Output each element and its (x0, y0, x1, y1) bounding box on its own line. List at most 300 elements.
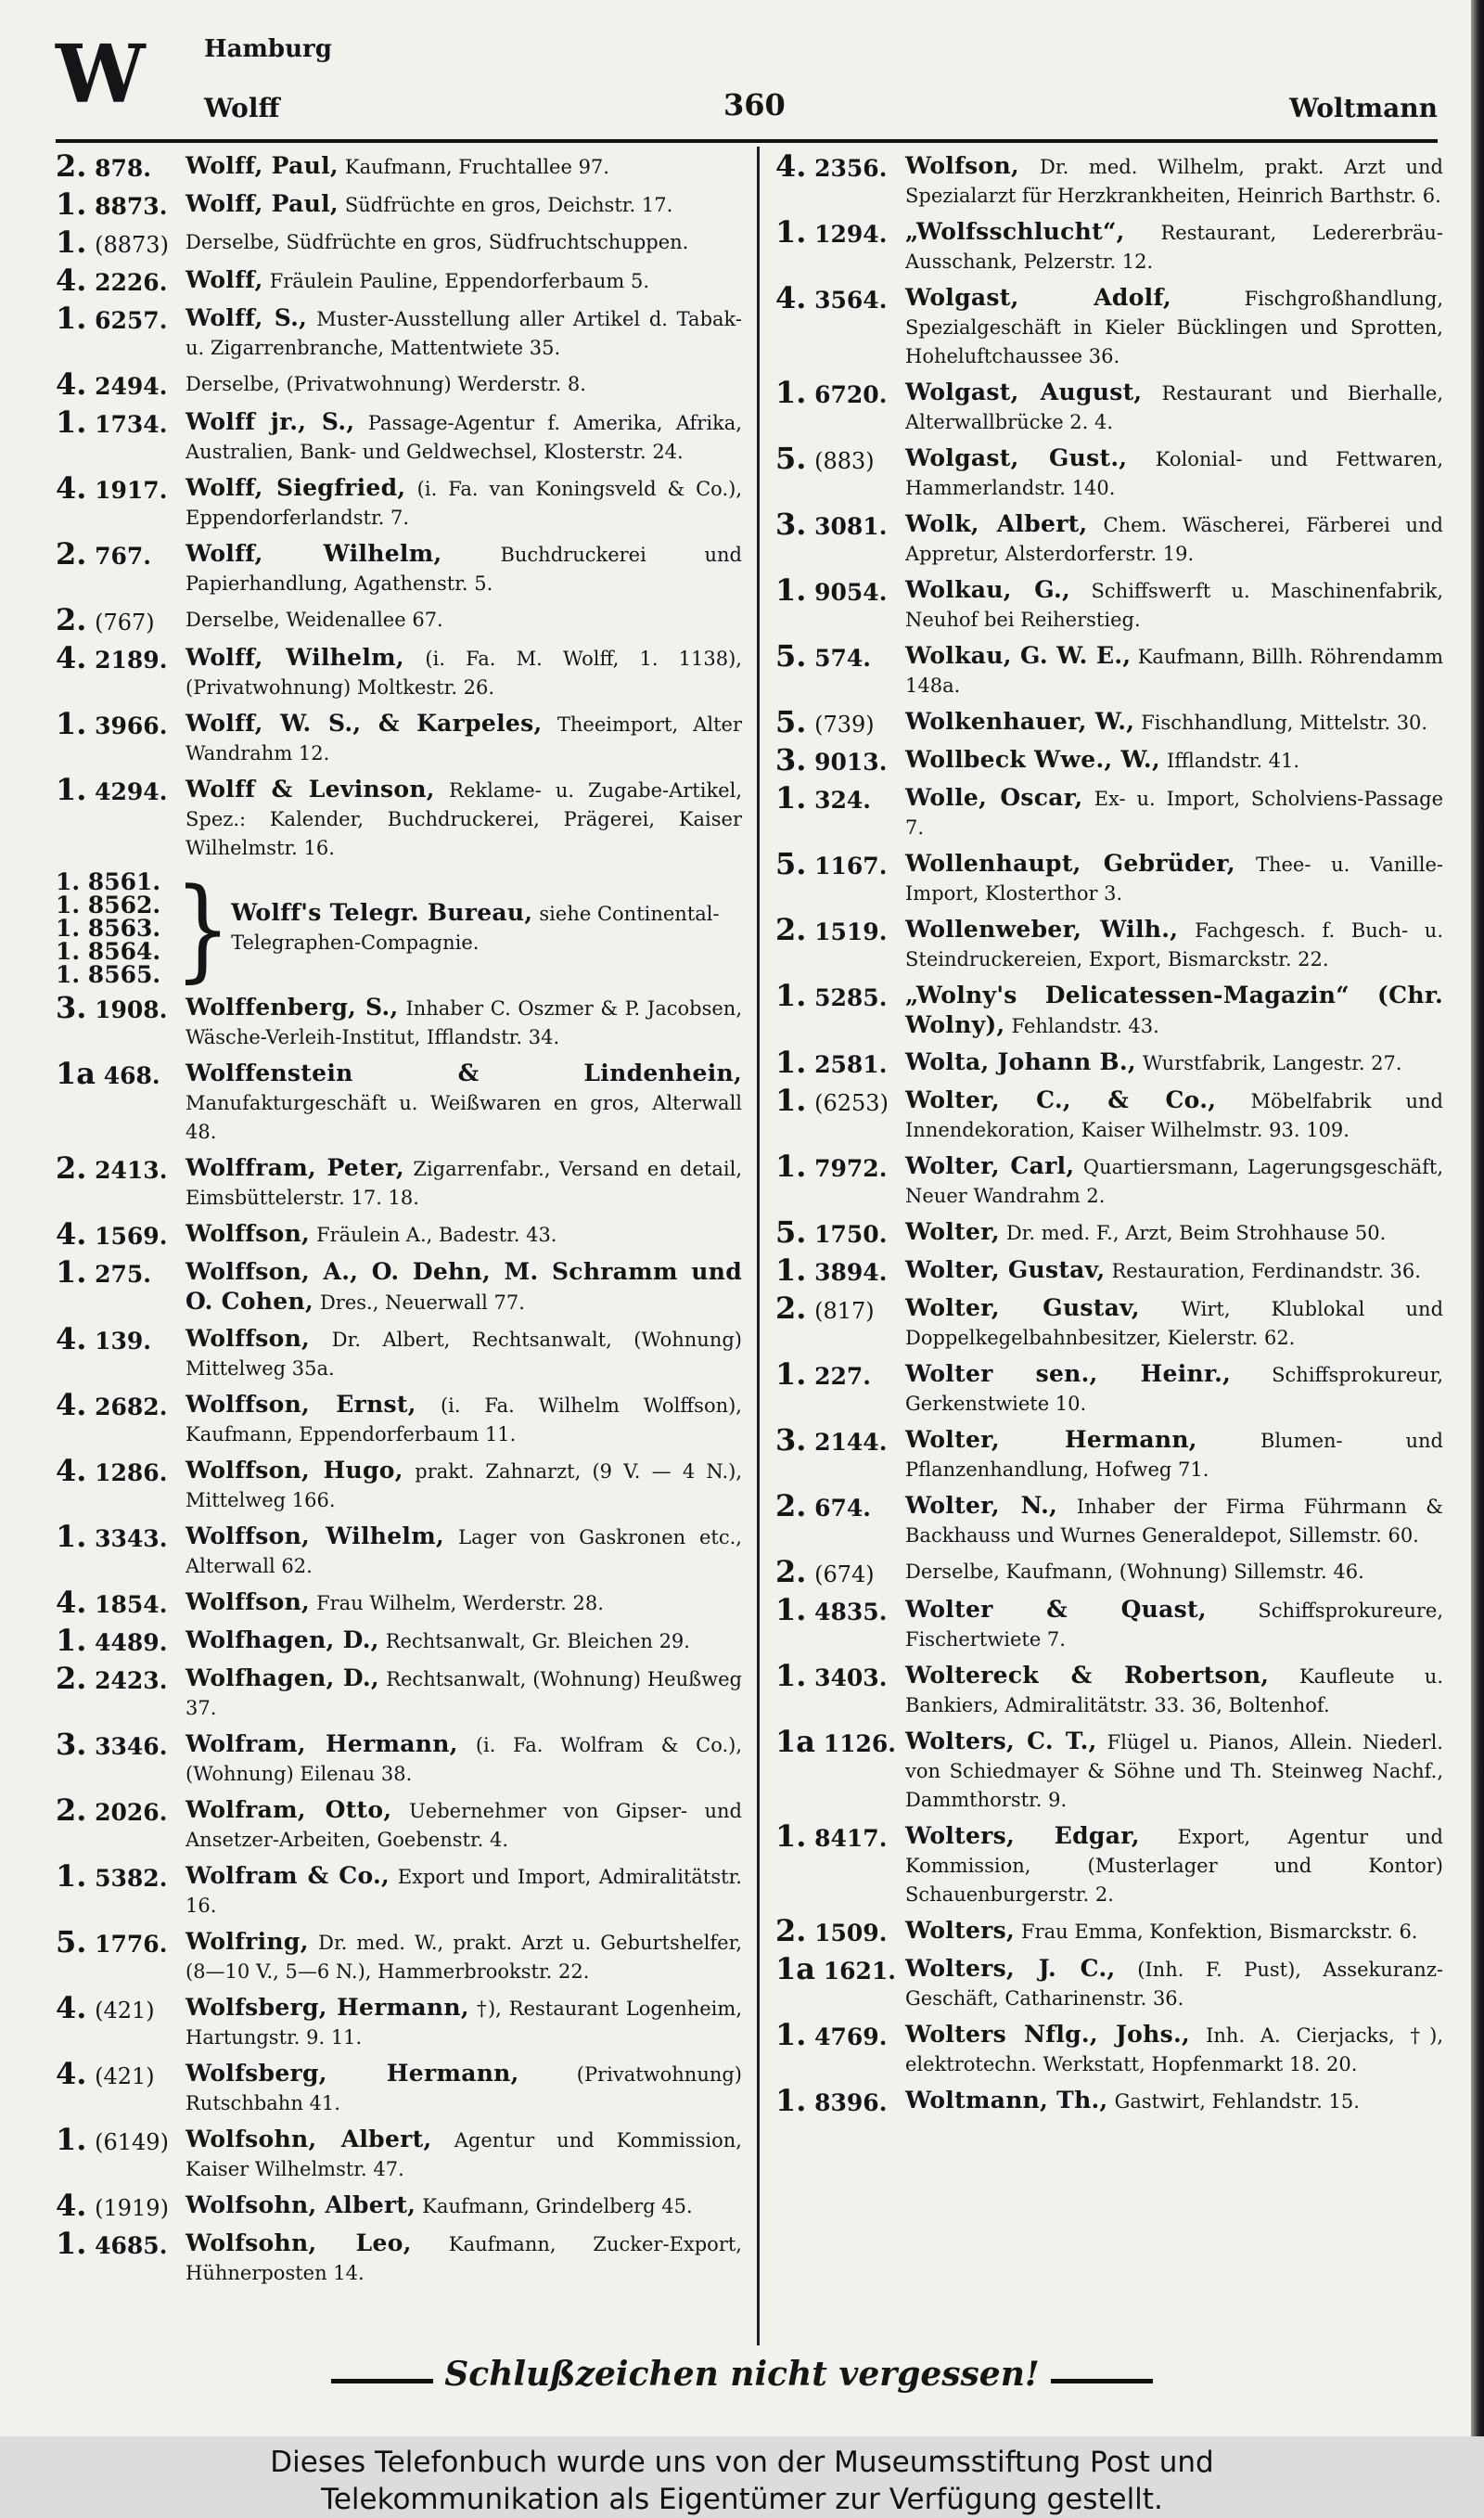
entry-text (905, 1360, 1443, 1419)
exchange-code: 1. (56, 2226, 87, 2261)
line-number: (6253) (814, 1090, 889, 1116)
line-number: 2226. (95, 269, 168, 296)
entry-text (186, 1325, 742, 1383)
subscriber-details: Fräulein A., Badestr. 43. (316, 1224, 557, 1246)
line-number: 7972. (814, 1155, 888, 1182)
subscriber-name: Wollenweber, Wilh., (905, 916, 1179, 943)
directory-entry (56, 1858, 742, 1921)
subscriber-name: Wolff jr., S., (186, 408, 355, 435)
subscriber-name: Wolff, Wilhelm, (186, 644, 404, 671)
entry-text (186, 304, 742, 363)
exchange-code: 4. (56, 1585, 87, 1620)
entry-text (905, 1152, 1443, 1211)
subscriber-details: (i. Fa. van Koningsveld & Co.), Eppendorferlandstr. 7. (186, 478, 742, 529)
phone-number (775, 780, 905, 816)
phone-number (775, 1149, 905, 1184)
line-number: 2423. (95, 1667, 168, 1694)
subscriber-details: Export, Agentur und Kommission, (Musterlager und Kontor) Schauenburgerstr. 2. (905, 1826, 1443, 1906)
directory-entry (56, 470, 742, 533)
line-number: 2356. (814, 155, 888, 182)
exchange-code: 5. (775, 1214, 807, 1250)
phone-number (775, 704, 905, 739)
phone-number (56, 1858, 186, 1894)
entry-text (905, 1048, 1443, 1078)
phone-number (56, 2122, 186, 2157)
right-column (775, 148, 1444, 2342)
subscriber-details: Dr. med. F., Arzt, Beim Strohhause 50. (1005, 1222, 1387, 1244)
subscriber-details: Thee- u. Vanille-Import, Klosterthor 3. (905, 854, 1444, 905)
phone-number (56, 1519, 186, 1554)
exchange-code: 2. (56, 1150, 87, 1186)
subscriber-name: Wolter, Gustav, (905, 1294, 1140, 1321)
entry-text (905, 642, 1443, 700)
subscriber-name: Wolfsberg, Hermann, (186, 1994, 469, 2021)
subscriber-details: Dr. med. W., prakt. Arzt u. Geburtshelfer, (8—10 V., 5—6 N.), Hammerbrookstr. 22. (186, 1932, 743, 1983)
phone-number (56, 1056, 186, 1091)
section-letter: W (56, 28, 144, 122)
subscriber-details: prakt. Zahnarzt, (9 V. — 4 N.), Mittelweg 166. (186, 1460, 742, 1511)
subscriber-details: siehe Continental-Telegraphen-Compagnie. (231, 903, 720, 954)
line-number: 674. (814, 1495, 872, 1522)
directory-entry (775, 978, 1443, 1041)
line-number: 6720. (814, 381, 888, 408)
entry-text (186, 370, 742, 399)
entry-text (186, 1522, 742, 1581)
subscriber-details: Frau Emma, Konfektion, Bismarckstr. 6. (1021, 1921, 1418, 1943)
subscriber-details: Wirt, Klublokal und Doppelkegelbahnbesitzer, Kielerstr. 62. (905, 1298, 1444, 1349)
subscriber-details: Quartiersmann, Lagerungsgeschäft, Neuer Wandrahm 2. (905, 1156, 1443, 1207)
exchange-code: 2. (56, 602, 87, 637)
subscriber-name: Wolter, C., & Co., (905, 1086, 1217, 1113)
subscriber-name: Wolgast, August, (905, 379, 1143, 405)
phone-number (56, 1585, 186, 1620)
subscriber-details: Derselbe, Kaufmann, (Wohnung) Sillemstr. 46. (905, 1561, 1364, 1583)
line-number: 1569. (95, 1223, 168, 1250)
directory-entry (775, 780, 1443, 842)
phone-number (56, 405, 186, 440)
phone-number (775, 912, 905, 947)
subscriber-name: Wolfhagen, D., (186, 1664, 379, 1691)
phone-number (775, 846, 905, 881)
phone-number (56, 2056, 186, 2091)
subscriber-details: Kaufleute u. Bankiers, Admiralitätstr. 33. 36, Boltenhof. (905, 1665, 1443, 1716)
line-number: 1286. (95, 1459, 168, 1486)
line-number: 468. (103, 1062, 160, 1089)
page-edge-shadow (1471, 0, 1484, 2436)
directory-entry (775, 638, 1443, 700)
subscriber-name: Wolffson, Ernst, (186, 1391, 416, 1418)
exchange-code: 1. (56, 706, 87, 741)
phone-number (56, 1216, 186, 1252)
subscriber-details: Kolonial- und Fettwaren, Hammerlandstr. 140. (905, 448, 1443, 499)
subscriber-details: Ex- u. Import, Scholviens-Passage 7. (905, 788, 1443, 839)
directory-entry (775, 2017, 1443, 2079)
line-number: 2682. (95, 1394, 168, 1420)
line-number: 1908. (95, 996, 168, 1023)
entry-text (905, 1955, 1443, 2013)
line-number: 1621. (823, 1958, 897, 1985)
directory-entry (56, 1623, 742, 1658)
exchange-code: 1. (775, 214, 807, 250)
entry-text (905, 1822, 1443, 1909)
line-number: 8396. (814, 2089, 888, 2116)
line-number: 3343. (95, 1525, 168, 1552)
line-number: 2189. (95, 647, 168, 674)
exchange-code: 1. (775, 2083, 807, 2118)
subscriber-name: Wollbeck Wwe., W., (905, 746, 1160, 773)
entry-text (905, 982, 1443, 1041)
line-number: 574. (814, 645, 872, 672)
subscriber-name: Wolgast, Adolf, (905, 284, 1171, 311)
exchange-code: 4. (56, 2188, 87, 2223)
subscriber-name: Wolfsohn, Albert, (186, 2126, 432, 2152)
subscriber-name: Wolters Nflg., Johs., (905, 2021, 1190, 2048)
line-number: 767. (95, 543, 152, 570)
directory-entry (56, 706, 743, 768)
subscriber-details: Uebernehmer von Gipser- und Ansetzer-Arbeiten, Goebenstr. 4. (186, 1800, 742, 1851)
entry-text (186, 710, 742, 768)
subscriber-name: Wolffram, Peter, (186, 1154, 404, 1181)
exchange-code: 1. (56, 301, 87, 336)
phone-number (775, 1554, 905, 1589)
phone-number (775, 742, 905, 777)
entry-text (186, 1220, 742, 1250)
phone-number: 1. 8561. (56, 868, 161, 895)
line-number: 1734. (95, 411, 168, 438)
entry-text (905, 576, 1443, 635)
directory-entry (56, 1924, 743, 1986)
exchange-code: 5. (775, 704, 807, 739)
entry-text (186, 1928, 742, 1986)
phone-number: 1. 8564. (56, 938, 161, 965)
left-column (56, 148, 743, 2342)
line-number: 1519. (814, 919, 888, 945)
subscriber-name: Wolffson, A., O. Dehn, M. Schramm und O. Cohen, (186, 1258, 742, 1315)
directory-entry (56, 225, 742, 260)
subscriber-details: Frau Wilhelm, Werderstr. 28. (316, 1592, 604, 1614)
phone-number (775, 1658, 905, 1693)
subscriber-details: Gastwirt, Fehlandstr. 15. (1114, 2090, 1360, 2113)
phone-number (56, 1924, 186, 1959)
phone-number (56, 1150, 186, 1186)
subscriber-details: Export und Import, Admiralitätstr. 16. (186, 1866, 742, 1917)
closing-note-text: Schlußzeichen nicht vergessen! (444, 2355, 1040, 2394)
entry-text (905, 444, 1443, 503)
subscriber-details: Dr. Albert, Rechtsanwalt, (Wohnung) Mittelweg 35a. (186, 1329, 742, 1380)
entry-text (186, 408, 742, 467)
directory-entry (775, 1422, 1443, 1484)
directory-entry (56, 148, 742, 184)
directory-entry (56, 1150, 742, 1213)
phone-number (56, 772, 186, 807)
exchange-code: 2. (775, 1554, 807, 1589)
directory-entry (56, 1792, 742, 1855)
subscriber-name: Wolters, (905, 1917, 1016, 1944)
exchange-code: 1. (56, 225, 87, 260)
exchange-code: 3. (56, 1727, 87, 1762)
exchange-code: 1. (56, 405, 87, 440)
directory-entry (775, 148, 1443, 211)
directory-entry (775, 1083, 1443, 1145)
entry-text (905, 1492, 1443, 1550)
exchange-code: 2. (56, 148, 87, 184)
directory-entry (775, 742, 1443, 777)
entry-text (186, 1588, 742, 1618)
directory-entry (775, 1818, 1443, 1909)
line-number: 2026. (95, 1799, 168, 1826)
entry-text (186, 606, 742, 635)
directory-entry (56, 1387, 742, 1449)
entry-text (186, 540, 742, 598)
subscriber-name: Wolfson, (905, 152, 1019, 179)
line-number: 2581. (814, 1051, 888, 1078)
phone-number (56, 536, 186, 572)
subscriber-details: Kaufmann, Grindelberg 45. (422, 2195, 693, 2217)
directory-entry (56, 1453, 742, 1515)
line-number: 2413. (95, 1157, 168, 1184)
exchange-code: 1. (56, 1858, 87, 1894)
directory-entry (56, 536, 742, 598)
subscriber-details: Dr. med. Wilhelm, prakt. Arzt und Spezialarzt für Herzkrankheiten, Heinrich Barthstr. 6. (905, 156, 1443, 207)
directory-entry (775, 1214, 1443, 1250)
subscriber-details: (Inh. F. Pust), Assekuranz-Geschäft, Catharinenstr. 36. (905, 1959, 1443, 2010)
exchange-code: 2. (56, 1792, 87, 1828)
phone-number (56, 706, 186, 741)
entry-text (186, 1730, 742, 1789)
phone-number (775, 1214, 905, 1250)
line-number: (1919) (95, 2195, 169, 2221)
exchange-code: 1. (775, 1253, 807, 1288)
line-number: 2144. (814, 1429, 888, 1456)
phone-number (56, 366, 186, 402)
line-number: 3894. (814, 1259, 888, 1286)
entry-text (186, 152, 742, 182)
directory-entry (775, 1658, 1443, 1720)
subscriber-name: Wolffson, (186, 1220, 311, 1247)
exchange-code: 1. (56, 1519, 87, 1554)
exchange-code: 2. (775, 1913, 807, 1948)
subscriber-details: (i. Fa. Wolfram & Co.), (Wohnung) Eilenau 38. (186, 1734, 743, 1785)
right-dash (1051, 2379, 1153, 2383)
subscriber-details: Buchdruckerei und Papierhandlung, Agathenstr. 5. (186, 544, 742, 595)
subscriber-name: Wolffson, (186, 1588, 311, 1615)
subscriber-details: Derselbe, Südfrüchte en gros, Südfruchtschuppen. (186, 231, 689, 253)
entry-text (186, 190, 742, 220)
phone-number (56, 186, 186, 222)
exchange-code: 1. (775, 572, 807, 608)
line-number: 3966. (95, 713, 168, 739)
line-number: (6149) (95, 2129, 169, 2155)
exchange-code: 4. (56, 470, 87, 506)
subscriber-details: Derselbe, Weidenallee 67. (186, 609, 443, 631)
directory-entry (56, 602, 742, 637)
entry-text (905, 1218, 1443, 1248)
line-number: 1776. (95, 1931, 168, 1958)
phone-number (775, 1356, 905, 1392)
line-number: 1126. (823, 1730, 897, 1757)
phone-number (56, 1727, 186, 1762)
subscriber-details: Dres., Neuerwall 77. (319, 1291, 525, 1314)
exchange-code: 2. (775, 1291, 807, 1326)
phone-number: 1. 8565. (56, 961, 161, 988)
entry-text (186, 1258, 742, 1317)
entry-text (905, 784, 1443, 842)
directory-entry (775, 507, 1443, 569)
exchange-code: 1. (775, 1658, 807, 1693)
entry-text (905, 708, 1443, 738)
entry-text (186, 1154, 742, 1213)
directory-entry (775, 1724, 1443, 1815)
line-number: (883) (814, 448, 875, 474)
directory-entry (775, 572, 1443, 635)
phone-number (775, 1291, 905, 1326)
phone-number (775, 1592, 905, 1627)
exchange-code: 1. (56, 1623, 87, 1658)
line-number: 1509. (814, 1920, 888, 1946)
line-number: 1167. (814, 853, 888, 880)
directory-entry (775, 1291, 1444, 1353)
phone-number (775, 214, 905, 250)
exchange-code: 1. (775, 1356, 807, 1392)
exchange-code: 1a (775, 1951, 815, 1986)
entry-text (905, 1917, 1443, 1946)
exchange-code: 4. (56, 1453, 87, 1488)
directory-entry (775, 1592, 1443, 1654)
subscriber-name: „Wolfsschlucht“, (905, 218, 1125, 245)
caption-line: Dieses Telefonbuch wurde uns von der Museumsstiftung Post und (270, 2446, 1214, 2479)
phone-number (775, 280, 905, 315)
exchange-code: 5. (775, 846, 807, 881)
directory-entry (775, 912, 1444, 974)
phone-number (775, 638, 905, 674)
phone-number (775, 1253, 905, 1288)
subscriber-details: (Privatwohnung) Rutschbahn 41. (186, 2063, 743, 2114)
directory-entry (775, 1149, 1443, 1211)
subscriber-details: Agentur und Kommission, Kaiser Wilhelmstr. 47. (186, 2129, 742, 2180)
phone-number (56, 2188, 186, 2223)
subscriber-details: Manufakturgeschäft u. Weißwaren en gros, Alterwall 48. (186, 1092, 742, 1143)
subscriber-details: Rechtsanwalt, (Wohnung) Heußweg 37. (186, 1668, 742, 1719)
directory-entry (775, 214, 1443, 276)
subscriber-name: Wolters, C. T., (905, 1728, 1097, 1754)
exchange-code: 1. (56, 2122, 87, 2157)
brace-icon: } (174, 863, 232, 994)
phone-number (775, 1951, 905, 1986)
phone-number (775, 1488, 905, 1523)
exchange-code: 2. (56, 536, 87, 572)
directory-entry (775, 704, 1443, 739)
subscriber-name: Wolkau, G., (905, 576, 1070, 603)
city-name: Hamburg (204, 35, 332, 63)
exchange-code: 1. (775, 1818, 807, 1854)
phone-number (775, 2017, 905, 2052)
exchange-code: 3. (775, 742, 807, 777)
subscriber-details: Theeimport, Alter Wandrahm 12. (186, 713, 743, 764)
exchange-code: 5. (56, 1924, 87, 1959)
exchange-code: 1. (775, 1592, 807, 1627)
directory-entry (56, 1056, 742, 1147)
directory-entry (775, 1951, 1443, 2013)
line-number: (8873) (95, 232, 169, 258)
phone-number (775, 978, 905, 1013)
subscriber-name: Wolters, Edgar, (905, 1822, 1140, 1849)
subscriber-details: (i. Fa. Wilhelm Wolffson), Kaufmann, Eppendorferbaum 11. (186, 1394, 742, 1445)
line-number: (739) (814, 712, 875, 738)
entry-text (905, 2087, 1443, 2116)
ownership-caption (0, 2436, 1484, 2518)
exchange-code: 1. (775, 978, 807, 1013)
subscriber-name: „Wolny's Delicatessen-Magazin“ (Chr. Wolny), (905, 982, 1443, 1038)
phone-number (56, 470, 186, 506)
directory-entry (775, 280, 1443, 371)
subscriber-name: Wolff, W. S., & Karpeles, (186, 710, 543, 737)
entry-text (186, 776, 742, 863)
entry-text (905, 1256, 1443, 1286)
subscriber-name: Wolter, Carl, (905, 1152, 1075, 1179)
phone-number (775, 1818, 905, 1854)
exchange-code: 4. (56, 263, 87, 298)
line-number: 1294. (814, 221, 888, 248)
line-number: 227. (814, 1363, 872, 1390)
subscriber-details: Kaufmann, Fruchtallee 97. (344, 156, 609, 178)
entry-text (905, 1426, 1443, 1484)
subscriber-details: Reklame- u. Zugabe-Artikel, Spez.: Kalender, Buchdruckerei, Prägerei, Kaiser Wilhelmstr. 16. (186, 779, 742, 859)
line-number: 3346. (95, 1733, 168, 1760)
phone-number (56, 1387, 186, 1422)
phone-number (56, 1661, 186, 1696)
entry-text (186, 228, 742, 257)
entry-text (186, 1060, 742, 1147)
subscriber-details: Restaurant und Bierhalle, Alterwallbrücke 2. 4. (905, 382, 1444, 433)
exchange-code: 1. (775, 1045, 807, 1080)
exchange-code: 4. (56, 1990, 87, 2025)
column-divider (757, 147, 760, 2345)
line-number: 9013. (814, 749, 888, 776)
entry-text (186, 1626, 742, 1656)
subscriber-name: Wolff, Wilhelm, (186, 540, 442, 567)
page-number: 360 (723, 87, 786, 122)
entry-text (231, 899, 742, 957)
exchange-code: 4. (56, 366, 87, 402)
exchange-code: 1. (775, 1083, 807, 1118)
first-entry-name: Wolff (204, 93, 280, 123)
directory-entry (775, 846, 1444, 908)
subscriber-name: Wolk, Albert, (905, 510, 1088, 537)
group-numbers (56, 870, 174, 986)
directory-entry (56, 990, 742, 1052)
exchange-code: 1. (56, 186, 87, 222)
phone-number (775, 507, 905, 542)
entry-text (905, 916, 1443, 974)
entry-text (186, 994, 742, 1052)
subscriber-name: Wolff's Telegr. Bureau, (231, 899, 533, 926)
line-number: 3403. (814, 1664, 888, 1691)
line-number: 4685. (95, 2232, 168, 2259)
entry-text (905, 746, 1443, 776)
directory-entry (775, 1488, 1443, 1550)
subscriber-details: Blumen- und Pflanzenhandlung, Hofweg 71. (905, 1430, 1443, 1481)
line-number: 8873. (95, 193, 168, 220)
directory-entry (56, 772, 742, 863)
directory-entry (56, 366, 742, 402)
exchange-code: 1a (775, 1724, 815, 1759)
subscriber-details: Möbelfabrik und Innendekoration, Kaiser Wilhelmstr. 93. 109. (905, 1090, 1443, 1141)
entry-text (186, 644, 742, 702)
entry-text (905, 1086, 1443, 1145)
entry-text (186, 1862, 742, 1921)
line-number: 324. (814, 787, 872, 814)
subscriber-details: Südfrüchte en gros, Deichstr. 17. (344, 194, 673, 216)
